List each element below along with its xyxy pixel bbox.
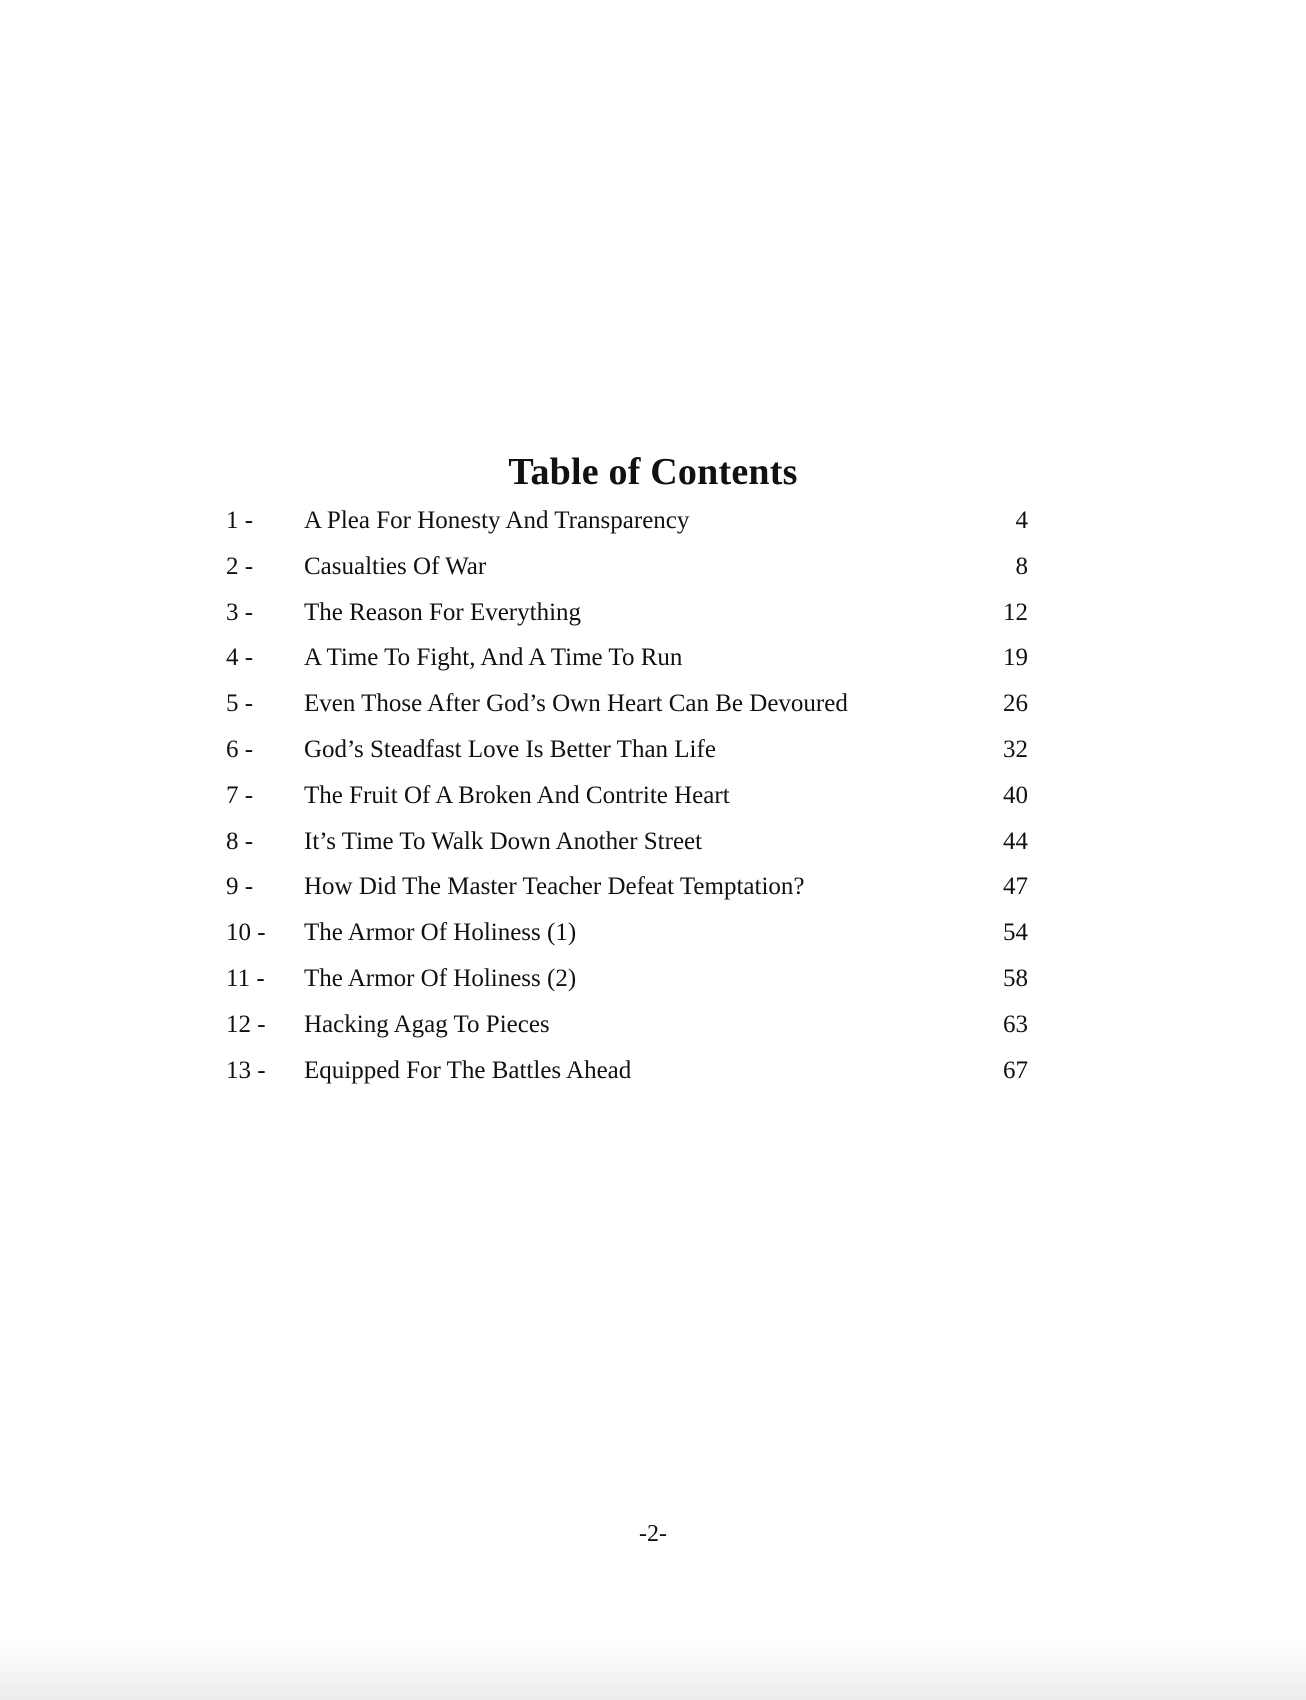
toc-entry-page: 19 — [1003, 644, 1028, 672]
toc-entry-title: It’s Time To Walk Down Another Street — [304, 827, 703, 855]
toc-entry-title: A Time To Fight, And A Time To Run — [304, 644, 683, 672]
toc-entry-number: 10 - — [226, 919, 266, 947]
toc-entry-title: Hacking Agag To Pieces — [304, 1010, 550, 1038]
toc-entry-title: A Plea For Honesty And Transparency — [304, 507, 690, 534]
toc-entry-number: 7 - — [226, 781, 254, 809]
page-number: -2- — [639, 1521, 667, 1547]
toc-entry[interactable] — [0, 549, 1306, 595]
toc-entry-number: 9 - — [226, 873, 254, 901]
toc-entry-title: The Armor Of Holiness (1) — [304, 919, 577, 947]
toc-entry[interactable] — [0, 869, 1306, 915]
toc-entry[interactable] — [0, 503, 1306, 549]
toc-entry-title: Casualties Of War — [304, 552, 487, 580]
toc-entry-number: 13 - — [226, 1056, 266, 1084]
page-title: Table of Contents — [508, 451, 798, 494]
toc-entry-title: God’s Steadfast Love Is Better Than Life — [304, 735, 716, 763]
toc-entry-page: 8 — [1015, 552, 1028, 580]
toc-entry[interactable] — [0, 595, 1306, 641]
toc-entry[interactable] — [0, 824, 1306, 870]
toc-entry-page: 12 — [1003, 598, 1028, 626]
toc-entry-title: The Armor Of Holiness (2) — [304, 964, 577, 992]
toc-entry-page: 44 — [1003, 827, 1028, 855]
toc-entry-title: The Reason For Everything — [304, 598, 582, 626]
toc-entry[interactable] — [0, 778, 1306, 824]
toc-entry-page: 54 — [1003, 919, 1028, 947]
toc-entry[interactable] — [0, 640, 1306, 686]
toc-entry-page: 47 — [1003, 873, 1028, 901]
toc-entry-page: 63 — [1003, 1010, 1028, 1038]
toc-entry-title: Even Those After God’s Own Heart Can Be Devoured — [304, 690, 848, 718]
toc-entry[interactable] — [0, 1053, 1306, 1099]
toc-entry-number: 1 - — [226, 507, 254, 534]
toc-entry[interactable] — [0, 915, 1306, 961]
toc-entry-title: How Did The Master Teacher Defeat Temptation? — [304, 873, 805, 901]
table-of-contents — [0, 503, 1306, 1098]
toc-entry-number: 6 - — [226, 735, 254, 763]
page-bottom-shadow — [0, 1640, 1306, 1700]
toc-entry-page: 40 — [1003, 781, 1028, 809]
toc-entry-page: 58 — [1003, 964, 1028, 992]
toc-entry-number: 4 - — [226, 644, 254, 672]
toc-entry-page: 26 — [1003, 690, 1028, 718]
toc-entry[interactable] — [0, 732, 1306, 778]
toc-entry-title: Equipped For The Battles Ahead — [304, 1056, 632, 1084]
toc-entry-page: 32 — [1003, 735, 1028, 763]
toc-entry[interactable] — [0, 961, 1306, 1007]
toc-entry-page: 67 — [1003, 1056, 1028, 1084]
toc-entry-number: 5 - — [226, 690, 254, 718]
toc-entry-page: 4 — [1015, 507, 1028, 534]
toc-entry-title: The Fruit Of A Broken And Contrite Heart — [304, 781, 730, 809]
toc-entry-number: 3 - — [226, 598, 254, 626]
toc-entry[interactable] — [0, 1007, 1306, 1053]
toc-entry-number: 11 - — [226, 964, 265, 992]
toc-entry-number: 8 - — [226, 827, 254, 855]
toc-entry-number: 2 - — [226, 552, 254, 580]
toc-entry-number: 12 - — [226, 1010, 266, 1038]
toc-entry[interactable] — [0, 686, 1306, 732]
